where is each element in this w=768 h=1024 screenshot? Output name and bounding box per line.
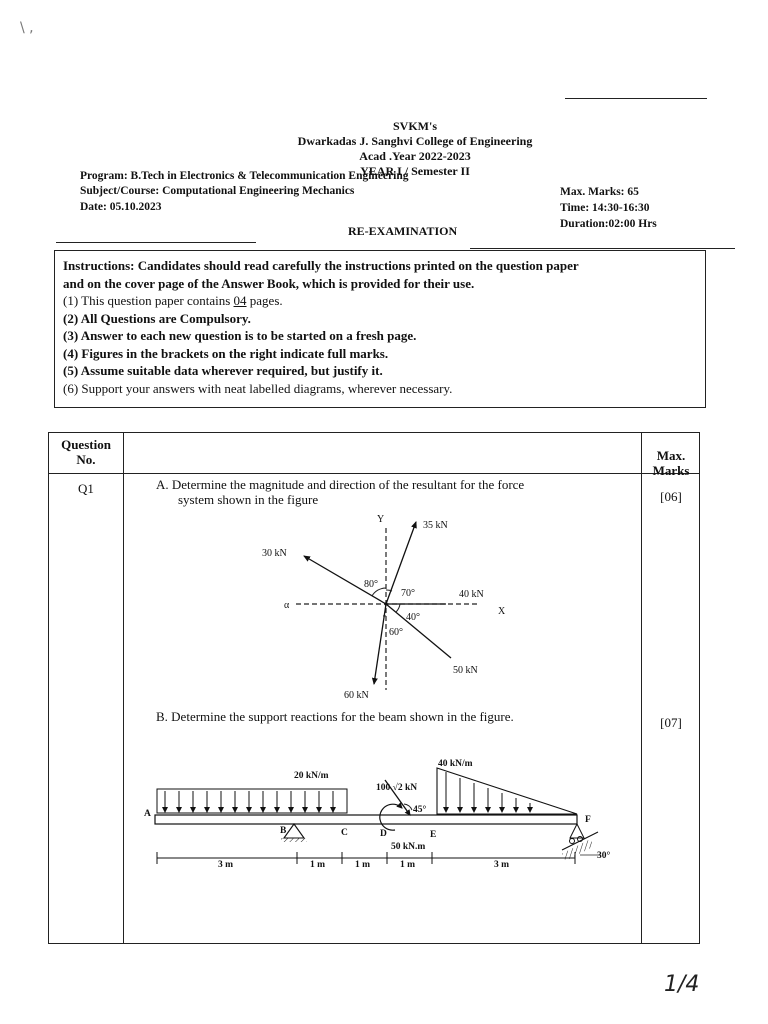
moment-label: 50 kN.m [391, 842, 426, 852]
instruction-item-1-prefix: (1) This question paper contains [63, 293, 234, 308]
angle-label-60: 60° [389, 627, 403, 638]
angle-label-70: 70° [401, 588, 415, 599]
col-header-marks-line1: Max. [656, 448, 686, 463]
udl-arrows [165, 791, 333, 812]
q1a-text-line1: A. Determine the magnitude and direction of the resultant for the force [156, 477, 525, 492]
instruction-item-5: (5) Assume suitable data wherever required, but justify it. [63, 363, 383, 378]
angle-label-80: 80° [364, 579, 378, 590]
instructions-line-1: Instructions: Candidates should read carefully the instructions printed on the question paper [63, 258, 579, 273]
force-label-50kn: 50 kN [453, 665, 478, 676]
header-date: Date: 05.10.2023 [80, 201, 162, 213]
header-duration: Duration:02:00 Hrs [560, 218, 657, 230]
uvl-label: 40 kN/m [438, 759, 473, 769]
instruction-item-6: (6) Support your answers with neat labelled diagrams, wherever necessary. [63, 380, 453, 396]
header-year-sem: YEAR I / Semester II [360, 164, 470, 178]
instructions-line-2: and on the cover page of the Answer Book, which is provided for their use. [63, 275, 475, 291]
q1b-marks: [07] [660, 715, 682, 730]
pin-support-b [284, 824, 304, 838]
udl-label: 20 kN/m [294, 771, 329, 781]
q1a-marks: [06] [660, 489, 682, 504]
header-subject: Subject/Course: Computational Engineering Mechanics [80, 185, 355, 197]
header-college: Dwarkadas J. Sanghvi College of Engineering [297, 134, 533, 148]
roller-support-f [562, 824, 600, 861]
instruction-page-count: 04 [233, 293, 247, 308]
force-label-60kn: 60 kN [344, 690, 369, 701]
point-label-e: E [430, 830, 437, 840]
instruction-item-3: (3) Answer to each new question is to be started on a fresh page. [63, 328, 417, 343]
span-label-3: 1 m [355, 860, 371, 870]
col-header-question-line1: Question [61, 437, 111, 452]
instruction-item-2: (2) All Questions are Compulsory. [63, 310, 251, 326]
force-label-35kn: 35 kN [423, 520, 448, 531]
angle-label-40: 40° [406, 612, 420, 623]
point-label-f: F [585, 815, 591, 825]
point-load-angle-label: 45° [413, 805, 427, 815]
beam-body [155, 815, 577, 824]
col-header-marks-line2: Marks [652, 463, 690, 478]
q1a-text-line2: system shown in the figure [178, 492, 319, 507]
uvl-triangle [437, 768, 577, 814]
span-label-1: 3 m [218, 860, 234, 870]
point-load-label: 100 √2 kN [376, 783, 418, 793]
header-time: Time: 14:30-16:30 [560, 202, 650, 214]
axis-neg-x-label: α [284, 600, 290, 611]
header-program: Program: B.Tech in Electronics & Telecommunication Engineering [80, 170, 409, 182]
span-label-2: 1 m [310, 860, 326, 870]
point-label-b: B [280, 826, 287, 836]
exam-type: RE-EXAMINATION [348, 224, 458, 238]
force-label-30kn: 30 kN [262, 548, 287, 559]
col-header-question-line2: No. [76, 452, 96, 467]
q1b-text: B. Determine the support reactions for the beam shown in the figure. [156, 709, 514, 724]
span-label-5: 3 m [494, 860, 510, 870]
point-label-d: D [380, 829, 387, 839]
header-acad-year: Acad .Year 2022-2023 [359, 149, 471, 163]
header-max-marks: Max. Marks: 65 [560, 186, 639, 198]
axis-x-label: X [498, 606, 506, 617]
support-angle-label: 30° [597, 851, 611, 861]
page-number: 1/4 [664, 972, 700, 997]
question-number: Q1 [78, 481, 94, 496]
axis-y-label: Y [377, 514, 385, 525]
instruction-item-4: (4) Figures in the brackets on the right indicate full marks. [63, 345, 389, 361]
uvl-arrows [446, 772, 530, 812]
span-label-4: 1 m [400, 860, 416, 870]
pin-support-ground [281, 838, 307, 842]
instruction-item-1-suffix: pages. [246, 293, 283, 308]
point-label-c: C [341, 828, 348, 838]
header-org: SVKM's [392, 119, 437, 133]
scan-mark: \ , [20, 20, 34, 36]
point-label-a: A [144, 809, 151, 819]
force-label-40kn: 40 kN [459, 589, 484, 600]
